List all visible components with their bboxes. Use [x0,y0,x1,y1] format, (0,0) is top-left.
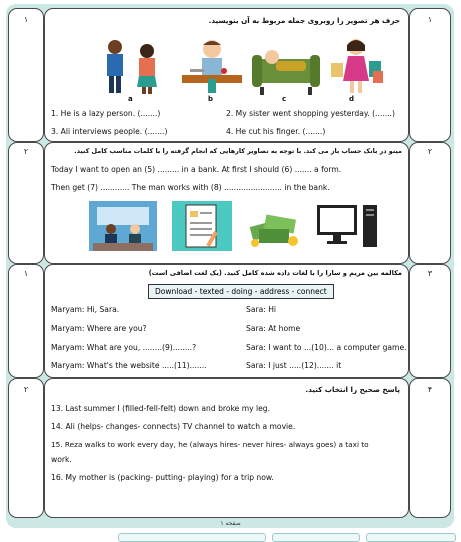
q2-score-cell [8,142,44,264]
interview-image [89,201,157,251]
page-number: صفحه ۱ [220,520,241,527]
lazy-person-image [252,39,320,95]
q2-line-2: Then get (7) ............ The man works with (8) ........................ in the bank. [51,183,330,192]
q2-number-cell [409,142,451,264]
word-bank: Download - texted - doing - address - connect [148,284,334,299]
q1-sentence-3: 3. Ali interviews people. (.......) [51,127,168,136]
q3-section [44,264,409,378]
q4-section [44,378,409,518]
form-image [172,201,232,251]
label-c: c [282,95,287,103]
q4-item-15-cont: work. [51,455,72,464]
q3-maryam-3: Maryam: What are you, ........(9)........? [51,343,197,352]
q2-line-1: Today I want to open an (5) ......... in a bank. At first I should (6) ....... a form. [51,165,342,174]
label-b: b [208,95,214,103]
label-d: d [349,95,355,103]
label-a: a [128,95,133,103]
people-talking-image [97,37,167,95]
q4-item-16: 16. My mother is (packing- putting- playing) for a trip now. [51,473,274,482]
q3-maryam-1: Maryam: Hi, Sara. [51,305,120,314]
q1-number: ۱ [427,15,433,24]
q3-instruction: مکالمه بین مریم و سارا را با لغات داده شده کامل کنید. (یک لغت اضافی است) [148,269,402,277]
cut-finger-image [182,37,242,95]
q3-number: ۳ [427,269,433,278]
money-image [245,201,305,251]
q3-score-cell [8,264,44,378]
q3-maryam-4: Maryam: What's the website .....(11)....... [51,361,207,370]
q3-sara-2: Sara: At home [246,324,301,333]
q3-number-cell [409,264,451,378]
shopping-girl-image [327,37,385,95]
q1-section [44,8,409,142]
q2-section [44,142,409,264]
q1-instruction: حرف هر تصویر را روبروی جمله مربوط به آن بنویسید. [208,16,400,25]
q1-score-cell [8,8,44,142]
q4-item-15: 15. Reza walks to work every day, he (always hires- never hires- always goes) a taxi to [51,440,369,449]
q4-instruction: پاسخ صحیح را انتخاب کنید. [305,385,400,394]
q3-sara-3: Sara: I want to ...(10)... a computer game. [246,343,407,352]
q3-sara-4: Sara: I just .....(12)....... it [246,361,342,370]
bottom-bar-left [118,533,266,542]
q3-score: ۱ [23,269,29,278]
q4-score-cell [8,378,44,518]
q3-sara-1: Sara: Hi [246,305,277,314]
q4-score: ۲ [23,385,29,394]
q1-score: ۱ [23,15,29,24]
q1-sentence-4: 4. He cut his finger. (.......) [226,127,326,136]
q2-score: ۲ [23,147,29,156]
q1-sentence-1: 1. He is a lazy person. (.......) [51,109,161,118]
bottom-bar-right [366,533,456,542]
q4-item-13: 13. Last summer I (filled-fell-felt) down and broke my leg. [51,404,271,413]
q2-number: ۲ [427,147,433,156]
bottom-bar-mid [272,533,360,542]
q1-number-cell [409,8,451,142]
q1-sentence-2: 2. My sister went shopping yesterday. (.......) [226,109,395,118]
q4-number: ۴ [427,385,433,394]
q4-item-14: 14. Ali (helps- changes- connects) TV channel to watch a movie. [51,422,296,431]
computer-image [315,201,381,251]
q3-maryam-2: Maryam: Where are you? [51,324,147,333]
q2-instruction: مینو در بانک حساب باز می کند. با توجه به تصاویر کارهایی که انجام گرفته را با کلمات مناسب کامل کنید. [74,147,402,155]
q4-number-cell [409,378,451,518]
